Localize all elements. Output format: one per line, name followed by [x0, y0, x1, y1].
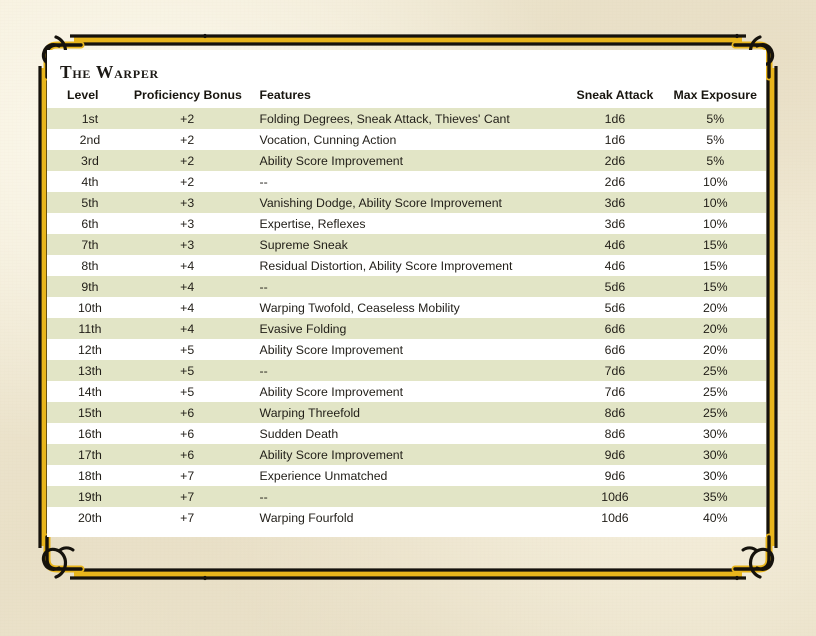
cell-max-exposure: 15%	[665, 276, 767, 297]
cell-max-exposure: 20%	[665, 297, 767, 318]
cell-sneak-attack: 6d6	[565, 318, 664, 339]
cell-level: 1st	[47, 108, 122, 129]
cell-level: 15th	[47, 402, 122, 423]
table-row	[47, 360, 766, 381]
cell-features: Folding Degrees, Sneak Attack, Thieves' Cant	[253, 108, 566, 129]
cell-level: 2nd	[47, 129, 122, 150]
cell-sneak-attack: 3d6	[565, 192, 664, 213]
cell-sneak-attack: 10d6	[565, 507, 664, 528]
cell-sneak-attack: 7d6	[565, 381, 664, 402]
cell-proficiency-bonus: +2	[122, 150, 253, 171]
cell-features: Residual Distortion, Ability Score Improvement	[253, 255, 566, 276]
table-row	[47, 381, 766, 402]
frame-dot-top-right	[735, 34, 739, 38]
class-table-card	[47, 50, 766, 537]
table-row	[47, 192, 766, 213]
cell-sneak-attack: 9d6	[565, 444, 664, 465]
page-title: The Warper	[60, 62, 159, 82]
corner-ornament-bottom-left	[43, 537, 81, 577]
table-row	[47, 213, 766, 234]
cell-features: Ability Score Improvement	[253, 444, 566, 465]
cell-max-exposure: 5%	[665, 129, 767, 150]
table-row	[47, 423, 766, 444]
cell-proficiency-bonus: +5	[122, 360, 253, 381]
cell-sneak-attack: 1d6	[565, 129, 664, 150]
table-row	[47, 234, 766, 255]
cell-max-exposure: 5%	[665, 108, 767, 129]
cell-max-exposure: 15%	[665, 234, 767, 255]
cell-max-exposure: 10%	[665, 171, 767, 192]
table-row	[47, 507, 766, 528]
cell-proficiency-bonus: +6	[122, 402, 253, 423]
cell-proficiency-bonus: +7	[122, 486, 253, 507]
cell-level: 6th	[47, 213, 122, 234]
cell-features: --	[253, 486, 566, 507]
table-row	[47, 150, 766, 171]
table-row	[47, 255, 766, 276]
cell-proficiency-bonus: +3	[122, 213, 253, 234]
cell-features: --	[253, 360, 566, 381]
cell-features: Ability Score Improvement	[253, 339, 566, 360]
cell-features: Vanishing Dodge, Ability Score Improvement	[253, 192, 566, 213]
cell-sneak-attack: 3d6	[565, 213, 664, 234]
table-row	[47, 171, 766, 192]
column-header-proficiency-bonus: Proficiency Bonus	[133, 88, 242, 102]
cell-sneak-attack: 6d6	[565, 339, 664, 360]
cell-max-exposure: 20%	[665, 339, 767, 360]
cell-features: Warping Threefold	[253, 402, 566, 423]
cell-level: 3rd	[47, 150, 122, 171]
cell-features: Supreme Sneak	[253, 234, 566, 255]
cell-max-exposure: 40%	[665, 507, 767, 528]
cell-sneak-attack: 8d6	[565, 423, 664, 444]
cell-max-exposure: 30%	[665, 423, 767, 444]
cell-level: 8th	[47, 255, 122, 276]
cell-features: Experience Unmatched	[253, 465, 566, 486]
cell-level: 12th	[47, 339, 122, 360]
cell-features: --	[253, 171, 566, 192]
frame-dot-top-left	[203, 34, 207, 38]
cell-level: 9th	[47, 276, 122, 297]
cell-proficiency-bonus: +5	[122, 381, 253, 402]
frame-dot-bottom-left	[203, 576, 207, 580]
table-header	[47, 88, 766, 108]
cell-features: Vocation, Cunning Action	[253, 129, 566, 150]
cell-features: Warping Twofold, Ceaseless Mobility	[253, 297, 566, 318]
table-row	[47, 486, 766, 507]
column-header-features: Features	[259, 88, 311, 102]
cell-proficiency-bonus: +4	[122, 276, 253, 297]
cell-sneak-attack: 7d6	[565, 360, 664, 381]
table-row	[47, 276, 766, 297]
cell-sneak-attack: 4d6	[565, 255, 664, 276]
cell-features: Ability Score Improvement	[253, 381, 566, 402]
cell-level: 19th	[47, 486, 122, 507]
cell-proficiency-bonus: +7	[122, 507, 253, 528]
table-row	[47, 444, 766, 465]
cell-sneak-attack: 8d6	[565, 402, 664, 423]
cell-level: 17th	[47, 444, 122, 465]
class-progression-table	[47, 88, 766, 528]
cell-sneak-attack: 4d6	[565, 234, 664, 255]
cell-max-exposure: 30%	[665, 444, 767, 465]
cell-sneak-attack: 10d6	[565, 486, 664, 507]
cell-max-exposure: 20%	[665, 318, 767, 339]
cell-proficiency-bonus: +2	[122, 108, 253, 129]
cell-features: Warping Fourfold	[253, 507, 566, 528]
cell-max-exposure: 25%	[665, 381, 767, 402]
cell-level: 5th	[47, 192, 122, 213]
cell-proficiency-bonus: +4	[122, 297, 253, 318]
cell-proficiency-bonus: +6	[122, 423, 253, 444]
cell-max-exposure: 35%	[665, 486, 767, 507]
cell-proficiency-bonus: +4	[122, 255, 253, 276]
cell-proficiency-bonus: +5	[122, 339, 253, 360]
cell-sneak-attack: 9d6	[565, 465, 664, 486]
table-row	[47, 339, 766, 360]
cell-proficiency-bonus: +3	[122, 234, 253, 255]
cell-level: 18th	[47, 465, 122, 486]
table-row	[47, 318, 766, 339]
cell-sneak-attack: 2d6	[565, 171, 664, 192]
cell-max-exposure: 5%	[665, 150, 767, 171]
cell-features: Sudden Death	[253, 423, 566, 444]
column-header-sneak-attack: Sneak Attack	[576, 88, 654, 102]
cell-level: 16th	[47, 423, 122, 444]
table-body	[47, 108, 766, 528]
cell-max-exposure: 25%	[665, 360, 767, 381]
frame-dot-bottom-right	[735, 576, 739, 580]
cell-proficiency-bonus: +6	[122, 444, 253, 465]
cell-sneak-attack: 2d6	[565, 150, 664, 171]
column-header-max-exposure: Max Exposure	[673, 88, 757, 102]
cell-features: Expertise, Reflexes	[253, 213, 566, 234]
cell-level: 13th	[47, 360, 122, 381]
cell-max-exposure: 15%	[665, 255, 767, 276]
cell-proficiency-bonus: +2	[122, 129, 253, 150]
table-row	[47, 297, 766, 318]
cell-level: 20th	[47, 507, 122, 528]
cell-level: 7th	[47, 234, 122, 255]
cell-max-exposure: 10%	[665, 213, 767, 234]
cell-max-exposure: 30%	[665, 465, 767, 486]
cell-proficiency-bonus: +2	[122, 171, 253, 192]
cell-level: 10th	[47, 297, 122, 318]
cell-sneak-attack: 5d6	[565, 276, 664, 297]
cell-max-exposure: 10%	[665, 192, 767, 213]
cell-level: 11th	[47, 318, 122, 339]
table-row	[47, 129, 766, 150]
cell-features: Ability Score Improvement	[253, 150, 566, 171]
cell-level: 4th	[47, 171, 122, 192]
table-row	[47, 108, 766, 129]
corner-ornament-bottom-right	[735, 537, 773, 577]
cell-features: Evasive Folding	[253, 318, 566, 339]
column-header-level: Level	[67, 88, 99, 102]
cell-level: 14th	[47, 381, 122, 402]
cell-sneak-attack: 1d6	[565, 108, 664, 129]
cell-proficiency-bonus: +3	[122, 192, 253, 213]
cell-features: --	[253, 276, 566, 297]
cell-max-exposure: 25%	[665, 402, 767, 423]
cell-sneak-attack: 5d6	[565, 297, 664, 318]
table-row	[47, 402, 766, 423]
cell-proficiency-bonus: +4	[122, 318, 253, 339]
table-row	[47, 465, 766, 486]
table-header-row	[47, 88, 766, 108]
cell-proficiency-bonus: +7	[122, 465, 253, 486]
